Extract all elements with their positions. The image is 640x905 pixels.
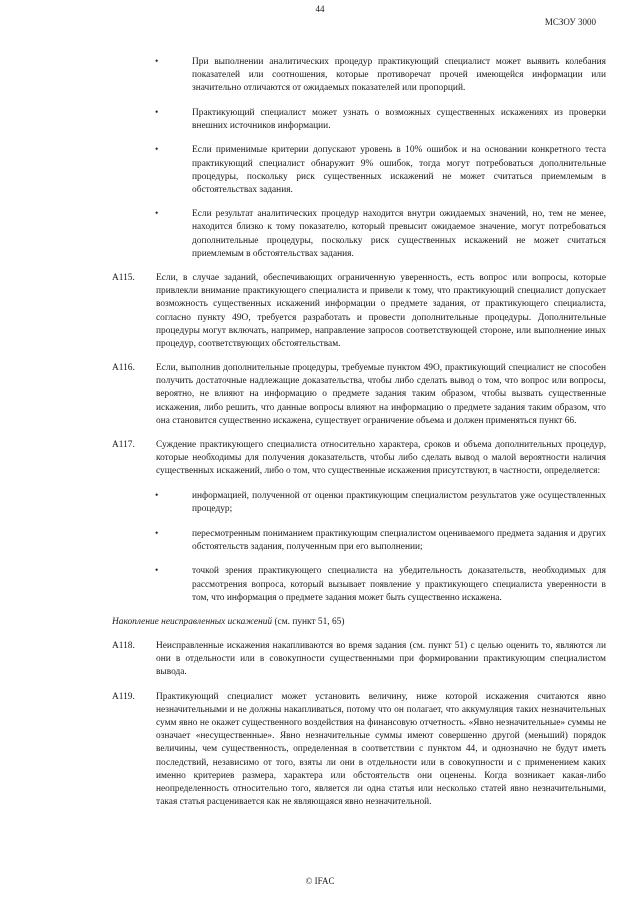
paragraph-a119 [112, 691, 606, 809]
paragraph-number: A116. [112, 363, 135, 374]
bullet-item [112, 56, 606, 95]
paragraph-number: A118. [112, 641, 135, 652]
paragraph-text: Если, выполнив дополнительные процедуры, требуемые пунктом 49О, практикующий специалист не способен получить достаточные надлежащие доказательства, чтобы либо сделать вывод о том, что вопрос или вопросы, вероятно, не влияют на информацию о предмете задания таким образом, чтобы вызвать существенные искажения, либо решить, что данные вопросы влияют на информацию о предмете задания таким образом, что она становится существенно искажена, существует ограничение объема и должен применяться пункт 66. [156, 363, 606, 426]
paragraph-a117 [112, 439, 606, 478]
bullet-text: информацией, полученной от оценки практикующим специалистом результатов уже осуществленных процедур; [192, 491, 606, 515]
standard-code: МСЗОУ 3000 [544, 17, 596, 27]
bullet-icon: • [155, 528, 159, 539]
bullet-icon: • [155, 566, 159, 577]
paragraph-a118 [112, 640, 606, 679]
bullet-text: пересмотренным пониманием практикующим специалистом оцениваемого предмета задания и других обстоятельств задания, полученным при его выполнении; [192, 528, 606, 552]
footer-copyright: © IFAC [305, 876, 335, 886]
bullet-icon: • [155, 57, 159, 67]
bullet-item [112, 565, 606, 604]
bullet-text: точкой зрения практикующего специалиста на убедительность доказательств, необходимых для рассмотрения вопроса, который вызывает появление у практикующего специалиста уверенности в том, что информация о предмете задания может быть существенно искажена. [192, 566, 606, 603]
paragraph-text: Неисправленные искажения накапливаются во время задания (см. пункт 51) с целью оценить то, являются ли они в отдельности или в совокупности существенными при формировании практикующим специалистом вывода. [156, 641, 606, 678]
bullet-text: Если результат аналитических процедур находится внутри ожидаемых значений, но, тем не менее, находится близко к тому показателю, который превысит ожидаемое значение, могут потребоваться дополнительные процедуры, поскольку риск существенных искажений не может считаться приемлемым в обстоятельствах задания. [192, 209, 606, 259]
section-heading-title: Накопление неисправленных искажений [112, 617, 273, 628]
bullet-item [112, 144, 606, 196]
bullet-text: Если применимые критерии допускают уровень в 10% ошибок и на основании конкретного теста практикующий специалист обнаружит 9% ошибок, тогда могут потребоваться дополнительные процедуры, поскольку риск существенных искажений не может считаться приемлемым в обстоятельствах задания. [192, 145, 606, 195]
bullet-icon: • [155, 209, 159, 220]
section-heading-ref: (см. пункт 51, 65) [272, 617, 345, 628]
paragraph-number: A115. [112, 273, 135, 284]
bullet-item [112, 107, 606, 133]
paragraph-a116 [112, 362, 606, 427]
section-heading [112, 616, 606, 629]
paragraph-text: Практикующий специалист может установить величину, ниже которой искажения считаются явно незначительными и не должны накапливаться, потому что он полагает, что аккумуляция таких незначительных сумм явно не окажет существенного воздействия на финансовую отчетность. «Явно незначительные» суммы не означает «несущественные». Явно незначительные суммы имеют совершенно другой (меньший) порядок величины, чем существенность, определенная в соответствии с пунктом 44, и однозначно не будут иметь последствий, независимо от того, взяты ли они в отдельности или в совокупности и с применением каких именно критериев размера, характера или обстоятельств они оценены. Когда возникает какая-либо неопределенность относительно того, является ли одна статья или несколько статей явно незначительными, такая статья расценивается как не являющаяся явно незначительной. [156, 692, 606, 807]
bullet-item [112, 208, 606, 260]
bullet-item [112, 528, 606, 554]
paragraph-number: A119. [112, 692, 135, 703]
paragraph-number: A117. [112, 440, 135, 451]
paragraph-text: Если, в случае заданий, обеспечивающих ограниченную уверенность, есть вопрос или вопросы, которые привлекли внимание практикующего специалиста и привели к тому, что практикующий специалист допускает возможность существенных искажений информации о предмете задания, от практикующего специалиста, согласно пункту 49О, требуется разработать и провести дополнительные процедуры. Дополнительные процедуры могут включать, например, направление запросов соответствующей стороне, или выполнение иных процедур, соответствующих обстоятельствам. [156, 273, 606, 349]
bullet-item [112, 490, 606, 516]
bullet-icon: • [155, 107, 159, 118]
bullet-icon: • [155, 145, 159, 156]
bullet-text: При выполнении аналитических процедур практикующий специалист может выявить колебания показателей или соотношения, которые противоречат прочей имеющейся информации или значительно отличаются от ожидаемых показателей или пропорций. [192, 57, 606, 94]
paragraph-text: Суждение практикующего специалиста относительно характера, сроков и объема дополнительных процедур, которые необходимы для получения доказательств, чтобы либо сделать вывод о малой вероятности наличия существенных искажений, либо о том, что существенные искажения присутствуют, в частности, определяется: [156, 440, 606, 477]
bullet-text: Практикующий специалист может узнать о возможных существенных искажениях из проверки внешних источников информации. [192, 107, 606, 131]
bullet-icon: • [155, 491, 159, 502]
document-body [112, 56, 606, 820]
page-number: 44 [315, 4, 325, 14]
paragraph-a115 [112, 272, 606, 351]
